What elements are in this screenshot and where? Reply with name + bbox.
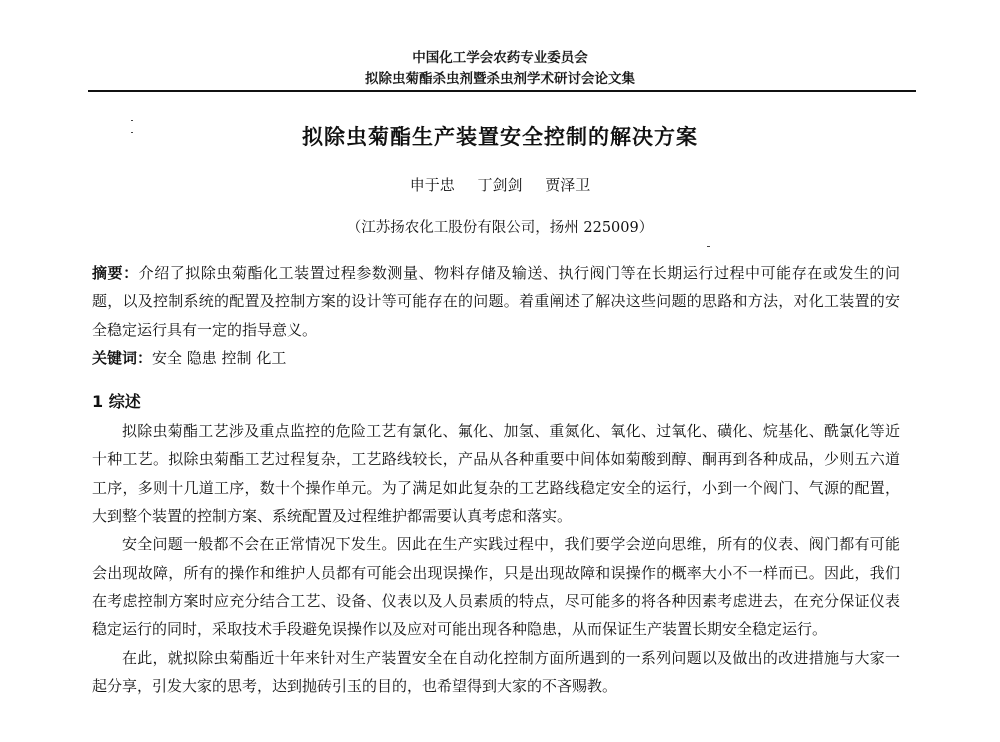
author-name: 申于忠 bbox=[409, 176, 455, 194]
paper-title: 拟除虫菊酯生产装置安全控制的解决方案 bbox=[302, 125, 698, 149]
body-paragraph: 安全问题一般都不会在正常情况下发生。因此在生产实践过程中，我们要学会逆向思维，所有的仪表、阀门都有可能会出现故障，所有的操作和维护人员都有可能会出现误操作，只是出现故障和误操作的概率大小不一样而已。因此，我们在考虑控制方案时应充分结合工艺、设备、仪表以及人员素质的特点，尽可能多的将各种因素考虑进去，在充分保证仪表稳定运行的同时，采取技术手段避免误操作以及应对可能出现各种隐患，从而保证生产装置长期安全稳定运行。 bbox=[92, 535, 900, 639]
keywords-label: 关键词： bbox=[92, 348, 153, 367]
section-heading: 1 综述 bbox=[92, 392, 141, 412]
header-society: 中国化工学会农药专业委员会 bbox=[412, 50, 588, 66]
body-paragraph: 拟除虫菊酯工艺涉及重点监控的危险工艺有氯化、氟化、加氢、重氮化、氧化、过氧化、磺化、烷基化、酰氯化等近十种工艺。拟除虫菊酯工艺过程复杂，工艺路线较长，产品从各种重要中间体如菊酸到醇、酮再到各种成品，少则五六道工序，多则十几道工序，数十个操作单元。为了满足如此复杂的工艺路线稳定安全的运行，小到一个阀门、气源的配置，大到整个装置的控制方案、系统配置及过程维护都需要认真考虑和落实。 bbox=[92, 422, 900, 526]
proceedings-header bbox=[0, 48, 1000, 90]
author-name: 贾泽卫 bbox=[545, 176, 591, 194]
scan-speck bbox=[707, 246, 710, 247]
header-proceedings: 拟除虫菊酯杀虫剂暨杀虫剂学术研讨会论文集 bbox=[365, 71, 635, 87]
affiliation: （江苏扬农化工股份有限公司，扬州 225009） bbox=[346, 220, 654, 236]
header-divider bbox=[88, 90, 916, 92]
abstract-text: 介绍了拟除虫菊酯化工装置过程参数测量、物料存储及输送、执行阀门等在长期运行过程中可能存在或发生的问题，以及控制系统的配置及控制方案的设计等可能存在的问题。着重阐述了解决这些问题的思路和方法，对化工装置的安全稳定运行具有一定的指导意义。 bbox=[92, 264, 900, 339]
author-name: 丁剑剑 bbox=[477, 176, 523, 194]
keywords-text: 安全 隐患 控制 化工 bbox=[152, 348, 287, 367]
keywords bbox=[92, 344, 900, 372]
abstract bbox=[92, 259, 900, 344]
body-paragraph: 在此，就拟除虫菊酯近十年来针对生产装置安全在自动化控制方面所遇到的一系列问题以及做出的改进措施与大家一起分享，引发大家的思考，达到抛砖引玉的目的，也希望得到大家的不吝赐教。 bbox=[92, 648, 900, 695]
paper-body bbox=[92, 259, 900, 700]
scan-speck bbox=[131, 120, 133, 121]
abstract-label: 摘要： bbox=[92, 264, 139, 282]
author-list bbox=[0, 174, 1000, 195]
scan-speck bbox=[131, 132, 133, 133]
